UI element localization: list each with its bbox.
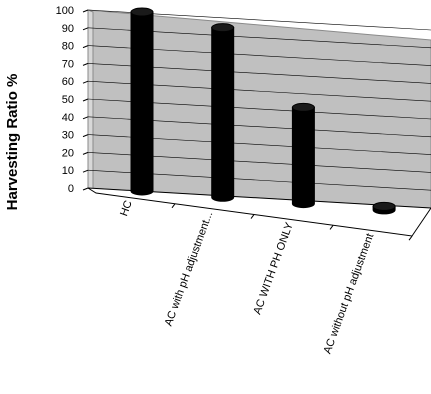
y-tick-mark <box>83 170 88 172</box>
y-tick-label: 30 <box>61 129 74 142</box>
bar <box>131 8 153 195</box>
x-tick-mark <box>172 204 175 208</box>
bar-body <box>131 12 153 195</box>
y-tick-label: 60 <box>61 76 74 89</box>
bar <box>212 24 234 202</box>
y-tick-mark <box>83 99 88 101</box>
y-tick-mark <box>83 46 88 48</box>
y-tick-label: 80 <box>61 40 74 53</box>
bar-top <box>373 202 395 210</box>
x-tick-mark <box>330 225 333 229</box>
y-tick-label: 100 <box>55 5 74 17</box>
bar-body <box>212 28 234 202</box>
y-tick-mark <box>83 10 88 12</box>
x-tick-mark <box>251 215 254 219</box>
y-tick-mark <box>83 28 88 30</box>
chart-side-wall <box>88 10 93 190</box>
x-category-label: AC with pH adjustment... <box>162 209 216 328</box>
y-tick-mark <box>83 117 88 119</box>
y-tick-label: 90 <box>61 22 74 35</box>
bar-body <box>292 107 314 207</box>
bar-top <box>292 103 314 111</box>
y-tick-label: 20 <box>61 147 74 160</box>
y-tick-mark <box>83 135 88 137</box>
y-tick-label: 50 <box>61 94 74 106</box>
x-category-label: AC without pH adjustment <box>321 231 377 356</box>
y-tick-mark <box>83 63 88 65</box>
bar <box>373 202 395 214</box>
y-axis-label: Harvesting Ratio % <box>4 73 21 211</box>
x-category-label: HC <box>118 198 135 218</box>
x-category-label: AC WITH PH ONLY <box>251 220 296 317</box>
y-tick-label: 70 <box>61 58 74 71</box>
y-axis <box>56 5 88 195</box>
bar-top <box>131 8 153 16</box>
y-tick-label: 0 <box>67 183 74 195</box>
y-tick-label: 40 <box>61 111 74 124</box>
x-tick-mark <box>409 236 412 240</box>
y-tick-label: 10 <box>61 165 74 178</box>
bar-top <box>212 24 234 32</box>
bar <box>292 103 314 207</box>
y-tick-mark <box>83 152 88 154</box>
y-tick-mark <box>83 188 88 190</box>
y-tick-mark <box>83 81 88 83</box>
